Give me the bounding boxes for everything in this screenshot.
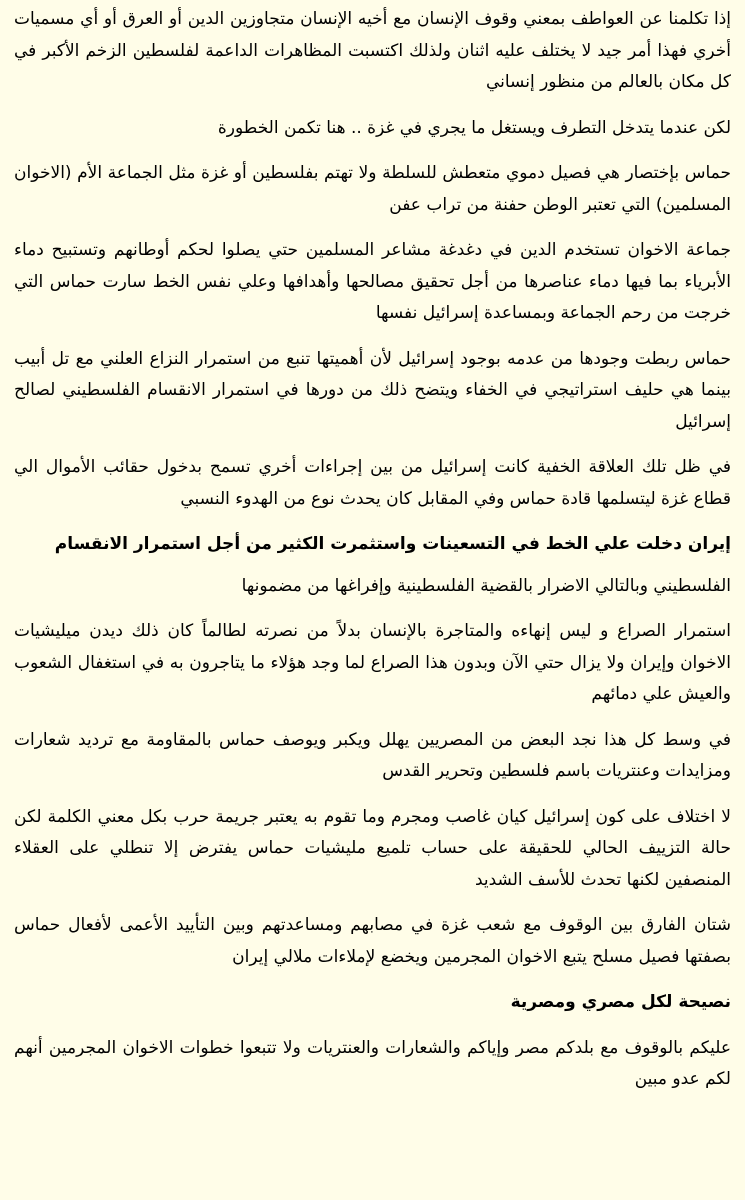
paragraph-7-continuation: الفلسطيني وبالتالي الاضرار بالقضية الفلسطينية وإفراغها من مضمونها	[241, 575, 731, 596]
paragraph-7-bold-line: إيران دخلت علي الخط في التسعينات واستثمرت الكثير من أجل استمرار الانقسام	[54, 534, 731, 554]
paragraph-8: استمرار الصراع و ليس إنهاءه والمتاجرة بالإنسان بدلاً من نصرته لطالماً كان ذلك ديدن ميليشيات الاخوان وإيران ولا يزال حتي الآن وبدون هذا الصراع لما وجد هؤلاء ما يتاجرون به في استغفال الشعوب والعيش علي دمائهم	[14, 621, 731, 704]
advice-heading: نصيحة لكل مصري ومصرية	[510, 992, 731, 1012]
paragraph-9: في وسط كل هذا نجد البعض من المصريين يهلل ويكبر ويوصف حماس بالمقاومة مع ترديد شعارات ومزايدات وعنتريات باسم فلسطين وتحرير القدس	[14, 729, 731, 781]
paragraph-3: حماس بإختصار هي فصيل دموي متعطش للسلطة ولا تهتم بفلسطين أو غزة مثل الجماعة الأم (الاخوان المسلمين) التي تعتبر الوطن حفنة من تراب عفن	[14, 163, 731, 215]
paragraph-5: حماس ربطت وجودها من عدمه بوجود إسرائيل لأن أهميتها تنبع من استمرار النزاع العلني مع تل أبيب بينما هي حليف استراتيجي في الخفاء ويتضح ذلك من دورها في استمرار الانقسام الفلسطيني لصالح إسرائيل	[14, 348, 731, 432]
paragraph-2: لكن عندما يتدخل التطرف ويستغل ما يجري في غزة .. هنا تكمن الخطورة	[217, 117, 731, 138]
paragraph-1: إذا تكلمنا عن العواطف بمعني وقوف الإنسان مع أخيه الإنسان متجاوزين الدين أو العرق أو أي مسميات أخري فهذا أمر جيد لا يختلف عليه اثنان ولذلك اكتسبت المظاهرات الداعمة لفلسطين الزخم الأكبر في كل مكان بالعالم من منظور إنساني	[14, 9, 731, 92]
paragraph-11: شتان الفارق بين الوقوف مع شعب غزة في مصابهم ومساعدتهم وبين التأييد الأعمى لأفعال حماس بصفتها فصيل مسلح يتبع الاخوان المجرمين ويخضع لإملاءات ملالي إيران	[14, 915, 731, 967]
paragraph-4: جماعة الاخوان تستخدم الدين في دغدغة مشاعر المسلمين حتي يصلوا لحكم أوطانهم وتستبيح دماء الأبرياء بما فيها دماء عناصرها من أجل تحقيق مصالحها وأهدافها وعلي نفس الخط سارت حماس التي خرجت من رحم الجماعة وبمساعدة إسرائيل نفسها	[14, 240, 731, 323]
paragraph-10: لا اختلاف على كون إسرائيل كيان غاصب ومجرم وما تقوم به يعتبر جريمة حرب بكل معني الكلمة لكن حالة التزييف الحالي للحقيقة على حساب تلميع مليشيات حماس يفترض إلا تنطلي على العقلاء المنصفين لكنها تحدث للأسف الشديد	[14, 806, 731, 890]
paragraph-12: عليكم بالوقوف مع بلدكم مصر وإياكم والشعارات والعنتريات ولا تتبعوا خطوات الاخوان المجرمين أنهم لكم عدو مبين	[14, 1037, 731, 1089]
paragraph-6: في ظل تلك العلاقة الخفية كانت إسرائيل من بين إجراءات أخري تسمح بدخول حقائب الأموال الي قطاع غزة ليتسلمها قادة حماس وفي المقابل كان يحدث نوع من الهدوء النسبي	[14, 457, 731, 509]
